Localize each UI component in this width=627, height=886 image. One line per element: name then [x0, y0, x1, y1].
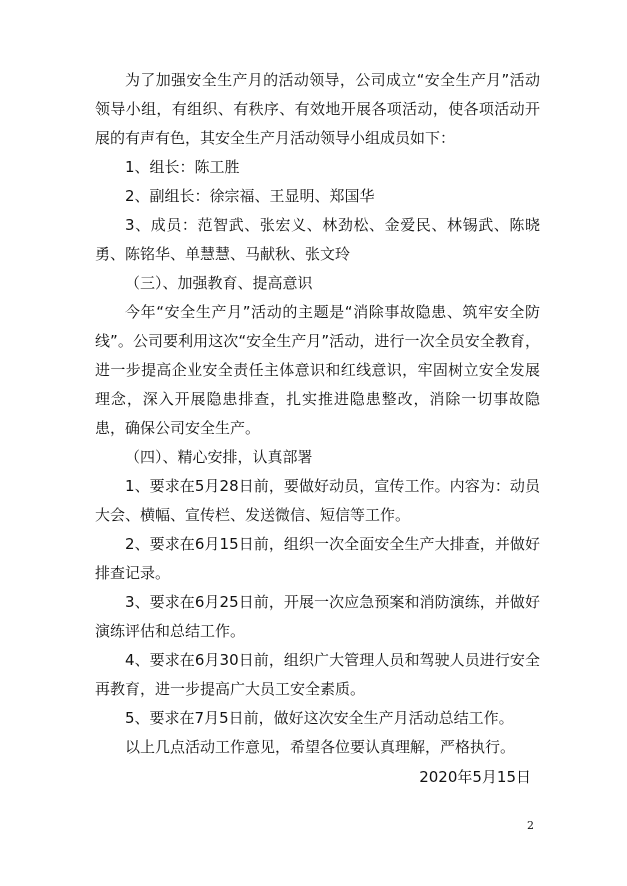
closing-paragraph: 以上几点活动工作意见，希望各位要认真理解，严格执行。 — [125, 738, 516, 756]
leader-item: 1、组长：陈工胜 — [125, 158, 240, 176]
members-item: 3、成员：范智武、张宏义、林劲松、金爱民、林锡武、陈晓勇、陈铭华、单慧慧、马献秋、张文玲 — [95, 216, 540, 263]
theme-paragraph: 今年“安全生产月”活动的主题是“消除事故隐患、筑牢安全防线”。公司要利用这次“安全生产月”活动，进行一次全员安全教育，进一步提高企业安全责任主体意识和红线意识，牢固树立安全发展理念，深入开展隐患排查，扎实推进隐患整改，消除一切事故隐患，确保公司安全生产。 — [95, 303, 540, 437]
page-number: 2 — [527, 819, 534, 832]
requirement-item-3: 3、要求在6月25日前，开展一次应急预案和消防演练，并做好演练评估和总结工作。 — [95, 593, 540, 640]
section-three-heading: （三）、加强教育、提高意识 — [125, 274, 313, 292]
intro-paragraph: 为了加强安全生产月的活动领导，公司成立“安全生产月”活动领导小组，有组织、有秩序、有效地开展各项活动，使各项活动开展的有声有色，其安全生产月活动领导小组成员如下： — [95, 71, 540, 147]
document-body — [95, 66, 540, 762]
section-four-heading: （四）、精心安排，认真部署 — [125, 448, 313, 466]
requirement-item-1: 1、要求在5月28日前，要做好动员，宣传工作。内容为：动员大会、横幅、宣传栏、发送微信、短信等工作。 — [95, 477, 540, 524]
requirement-item-4: 4、要求在6月30日前，组织广大管理人员和驾驶人员进行安全再教育，进一步提高广大员工安全素质。 — [95, 651, 540, 698]
document-date: 2020年5月15日 — [419, 768, 531, 786]
requirement-item-2: 2、要求在6月15日前，组织一次全面安全生产大排查，并做好排查记录。 — [95, 535, 540, 582]
requirement-item-5: 5、要求在7月5日前，做好这次安全生产月活动总结工作。 — [125, 709, 514, 727]
deputy-leader-item: 2、副组长：徐宗福、王显明、郑国华 — [125, 187, 375, 205]
